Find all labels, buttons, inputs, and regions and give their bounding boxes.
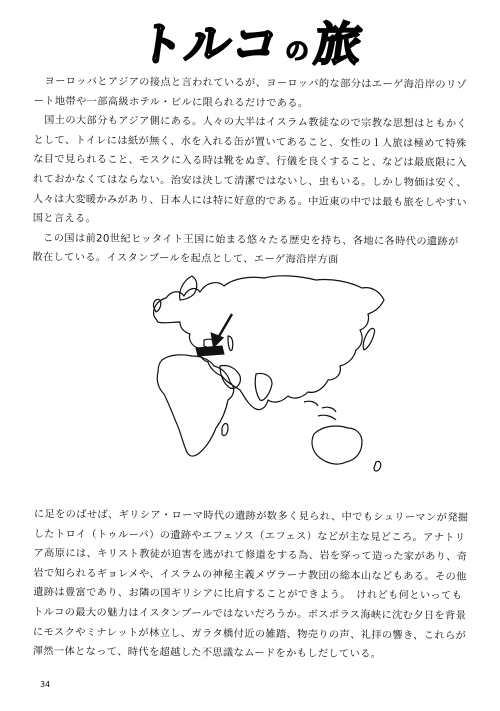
new-zealand-outline	[374, 461, 381, 471]
japan-outline	[363, 328, 374, 350]
arrow-icon	[212, 314, 232, 346]
title-trip: 旅	[311, 17, 366, 71]
caspian-sea-outline	[228, 336, 233, 350]
page-title	[110, 14, 390, 74]
title-turkey: トルコ	[134, 17, 283, 71]
madagascar-outline	[222, 424, 228, 436]
page-number: 34	[40, 680, 51, 689]
eurasia-outline	[154, 276, 384, 410]
africa-outline	[157, 355, 233, 456]
body-text-bottom: に足をのばせば、ギリシア・ローマ時代の遺跡が数多く見られ、中でもシュリーマンが発掘したトロイ（トゥルーバ）の遺跡やエフェソス（エフェス）などが主な見どころ。アナトリア高原には、キリスト教徒が迫害を逃がれて修道をする為、岩を穿って造った家があり、奇岩で知られるギョレメや、イスラムの神秘主義メヴラーナ教団の総本山などもある。その他遺跡は豊富であり、お隣の国ギリシアに比肩することができよう。 けれども何といってもトルコの最大の魅力はイスタンブールではないだろうか。ボスポラス海峡に沈む夕日を背景にモスクやミナレットが林立し、ガラタ橋付近の雑踏、物売りの声、礼拝の響き、これらが渾然一体となって、時代を超越した不思議なムードをかもしだしている。	[32, 508, 469, 661]
title-particle: の	[285, 37, 309, 65]
southeast-asia-islands	[304, 401, 336, 420]
turkey-highlight	[196, 346, 224, 356]
world-map	[118, 256, 412, 484]
india-outline	[255, 373, 272, 400]
body-text-top: ヨーロッパとアジアの接点と言われているが、ヨーロッパ的な部分はエーゲ海沿岸のリゾート地帯や一部高級ホテル・ビルに限られるだけである。 国土の大部分もアジア側にある。人々の大半はイスラム教徒なので宗教な思想はともかくとして、トイレには紙が無く、水を入れる缶が置いてあること、女性の１人旅は極めて特殊な目で見られること、モスクに入る時は靴をぬぎ、行儀を良くすること、などは最底限に入れておかなくてはならない。治安は決して清潔ではないし、虫もいる。しかし物価は安く、人々は大変暖かみがあり、日本人には特に好意的である。中近東の中では最も旅をしやすい国と言える。 この国は前20世紀ヒッタイト王国に始まる悠々たる歴史を持ち、各地に各時代の遺跡が散在している。イスタンブールを起点として、エーゲ海沿岸方面	[32, 75, 468, 267]
australia-outline	[312, 426, 362, 464]
